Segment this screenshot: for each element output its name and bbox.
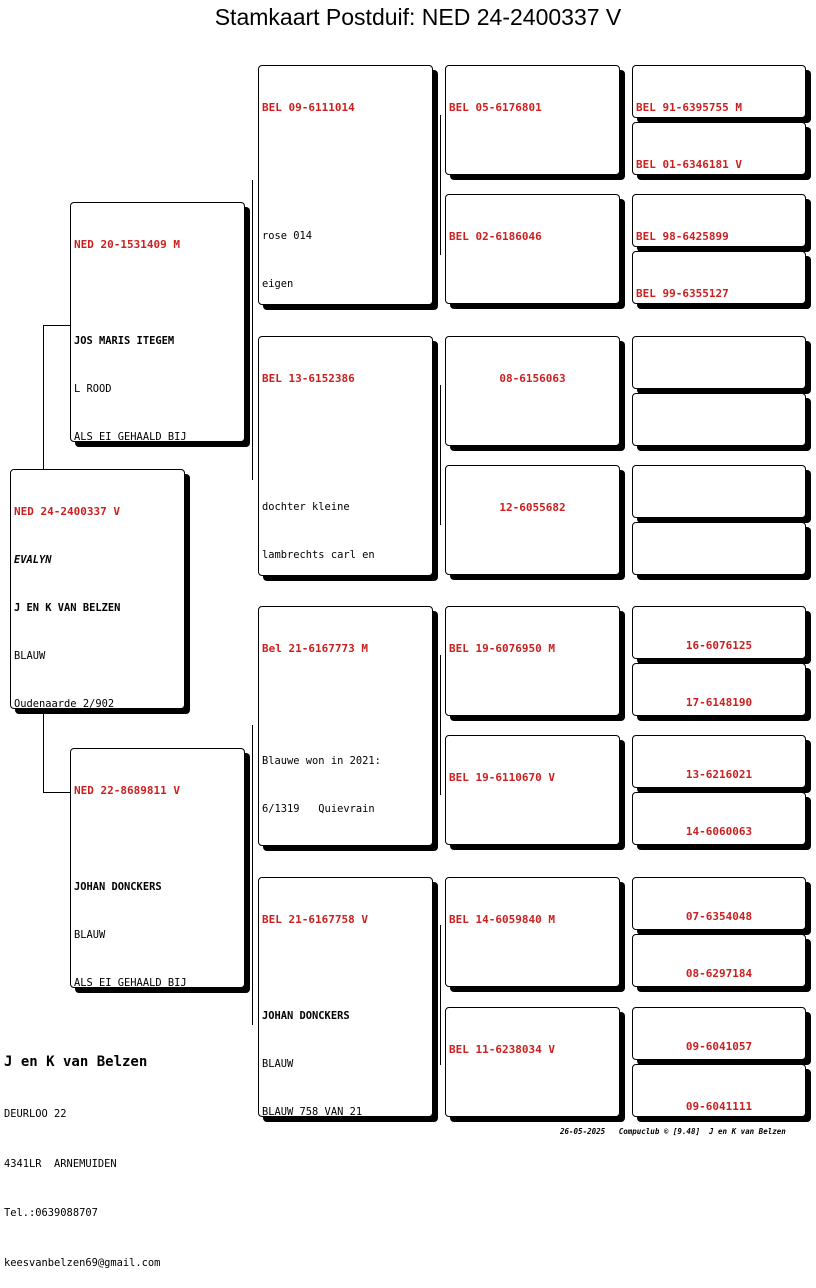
info-line: Blauwe won in 2021: <box>262 755 381 767</box>
owner-name: J en K van Belzen <box>4 1054 148 1070</box>
connector <box>43 712 44 792</box>
dam-card[interactable] <box>70 748 245 988</box>
info-line: dochter kleine <box>262 501 350 513</box>
info-line: Oudenaarde 2/902 <box>14 698 115 709</box>
ring-number: BEL 21-6167758 V <box>262 913 368 926</box>
subject-pigeon-card[interactable] <box>10 469 185 709</box>
info-line: ALS EI GEHAALD BIJ <box>74 431 187 442</box>
ring-number: 09-6041111 <box>685 1100 753 1113</box>
ancestor-card[interactable] <box>632 1064 806 1117</box>
great-grandparent-card[interactable] <box>445 877 620 987</box>
ring-number: BEL 09-6111014 <box>262 101 355 114</box>
pigeon-name: EVALYN <box>14 554 52 566</box>
ancestor-card[interactable] <box>632 251 806 304</box>
ring-number: BEL 98-6425899 <box>636 230 729 243</box>
ring-number: BEL 13-6152386 <box>262 372 355 385</box>
ancestor-card[interactable] <box>632 663 806 716</box>
connector <box>43 325 71 326</box>
great-grandparent-card[interactable] <box>445 65 620 175</box>
grandparent-card[interactable] <box>258 877 433 1117</box>
great-grandparent-card[interactable] <box>445 606 620 716</box>
info-line: BLAUW 758 VAN 21 <box>262 1106 363 1117</box>
ancestor-card[interactable] <box>632 606 806 659</box>
ring-number: BEL 01-6346181 V <box>636 158 742 171</box>
connector <box>440 115 441 255</box>
ring-number: NED 22-8689811 V <box>74 784 180 797</box>
info-line: BLAUW <box>74 929 106 941</box>
ancestor-card[interactable] <box>632 934 806 987</box>
info-line: rose 014 <box>262 230 313 242</box>
connector <box>252 725 253 1025</box>
ancestor-card[interactable] <box>632 522 806 575</box>
ring-number: BEL 11-6238034 V <box>449 1043 555 1056</box>
ancestor-card[interactable] <box>632 792 806 845</box>
info-line: JOHAN DONCKERS <box>262 1010 350 1022</box>
owner-email[interactable]: keesvanbelzen69@gmail.com <box>4 1256 161 1269</box>
ring-number: BEL 14-6059840 M <box>449 913 555 926</box>
ancestor-card[interactable] <box>632 393 806 446</box>
ring-number: 08-6156063 <box>499 372 566 385</box>
info-line: BLAUW <box>14 650 46 662</box>
connector <box>43 792 71 793</box>
ancestor-card[interactable] <box>632 1007 806 1060</box>
great-grandparent-card[interactable] <box>445 336 620 446</box>
ring-number: 08-6297184 <box>685 967 753 980</box>
info-line: ALS EI GEHAALD BIJ <box>74 977 187 988</box>
ring-number: 07-6354048 <box>685 910 753 923</box>
ring-number: NED 24-2400337 V <box>14 505 120 518</box>
info-line: L ROOD <box>74 383 112 395</box>
info-line: JOS MARIS ITEGEM <box>74 335 175 347</box>
ring-number: 14-6060063 <box>685 825 753 838</box>
ring-number: 09-6041057 <box>685 1040 753 1053</box>
great-grandparent-card[interactable] <box>445 735 620 845</box>
ring-number: BEL 19-6110670 V <box>449 771 555 784</box>
info-line: eigen <box>262 278 294 290</box>
connector <box>440 655 441 795</box>
owner-block <box>4 1018 160 1288</box>
ring-number: BEL 02-6186046 <box>449 230 542 243</box>
connector <box>440 385 441 525</box>
info-line: 6/1319 Quievrain <box>262 803 375 815</box>
ancestor-card[interactable] <box>632 122 806 175</box>
ring-number: 13-6216021 <box>685 768 753 781</box>
grandparent-card[interactable] <box>258 336 433 576</box>
ancestor-card[interactable] <box>632 65 806 118</box>
footer-credit: 26-05-2025 Compuclub © [9.48] J en K van Belzen <box>560 1127 786 1136</box>
grandparent-card[interactable] <box>258 606 433 846</box>
great-grandparent-card[interactable] <box>445 465 620 575</box>
ring-number: 16-6076125 <box>685 639 753 652</box>
info-line: JOHAN DONCKERS <box>74 881 162 893</box>
connector <box>252 180 253 480</box>
ancestor-card[interactable] <box>632 877 806 930</box>
ancestor-card[interactable] <box>632 336 806 389</box>
owner-phone: Tel.:0639088707 <box>4 1207 98 1219</box>
sire-card[interactable] <box>70 202 245 442</box>
ring-number: BEL 05-6176801 <box>449 101 542 114</box>
great-grandparent-card[interactable] <box>445 1007 620 1117</box>
info-line: J EN K VAN BELZEN <box>14 602 121 614</box>
ring-number: Bel 21-6167773 M <box>262 642 368 655</box>
ring-number: NED 20-1531409 M <box>74 238 180 251</box>
info-line: BLAUW <box>262 1058 294 1070</box>
ring-number: BEL 19-6076950 M <box>449 642 555 655</box>
grandparent-card[interactable] <box>258 65 433 305</box>
ring-number: 12-6055682 <box>499 501 566 514</box>
ring-number: BEL 91-6395755 M <box>636 101 742 114</box>
info-line: lambrechts carl en <box>262 549 375 561</box>
ring-number: 17-6148190 <box>685 696 753 709</box>
page-title: Stamkaart Postduif: NED 24-2400337 V <box>214 4 622 30</box>
ancestor-card[interactable] <box>632 465 806 518</box>
owner-address: DEURLOO 22 <box>4 1108 67 1120</box>
great-grandparent-card[interactable] <box>445 194 620 304</box>
connector <box>440 925 441 1065</box>
owner-city: 4341LR ARNEMUIDEN <box>4 1157 117 1170</box>
ring-number: BEL 99-6355127 <box>636 287 729 300</box>
connector <box>43 325 44 470</box>
ancestor-card[interactable] <box>632 194 806 247</box>
ancestor-card[interactable] <box>632 735 806 788</box>
